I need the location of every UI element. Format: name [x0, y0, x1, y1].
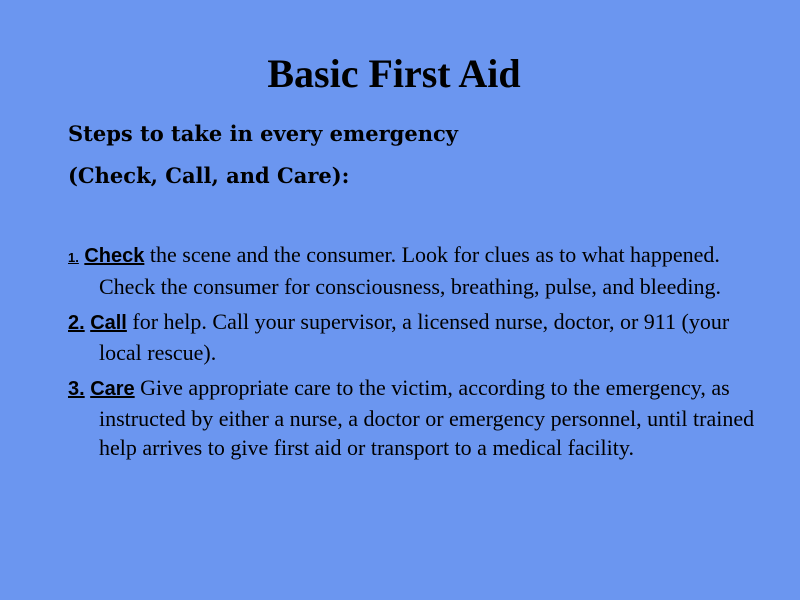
step-keyword: Call [90, 312, 127, 334]
step-text: for help. Call your supervisor, a licensed nurse, doctor, or 911 (your local rescue). [99, 309, 730, 365]
steps-list [68, 240, 768, 468]
subtitle-line-2: (Check, Call, and Care): [68, 163, 350, 188]
step-keyword: Check [84, 245, 145, 267]
step-care [68, 373, 768, 462]
step-check [68, 240, 768, 301]
step-number: 3. [68, 378, 85, 400]
step-text: the scene and the consumer. Look for clues as to what happened. Check the consumer for consciousness, breathing, pulse, and bleeding. [99, 242, 721, 299]
slide-title: Basic First Aid [267, 51, 521, 96]
step-text: Give appropriate care to the victim, according to the emergency, as instructed by either a nurse, a doctor or emergency personnel, until trained help arrives to give first aid or transport to a medical facility. [99, 375, 755, 460]
subtitle-line-1: Steps to take in every emergency [68, 121, 458, 146]
step-call [68, 307, 768, 367]
step-number: 2. [68, 312, 85, 334]
step-number: 1. [68, 250, 79, 265]
step-keyword: Care [90, 378, 135, 400]
